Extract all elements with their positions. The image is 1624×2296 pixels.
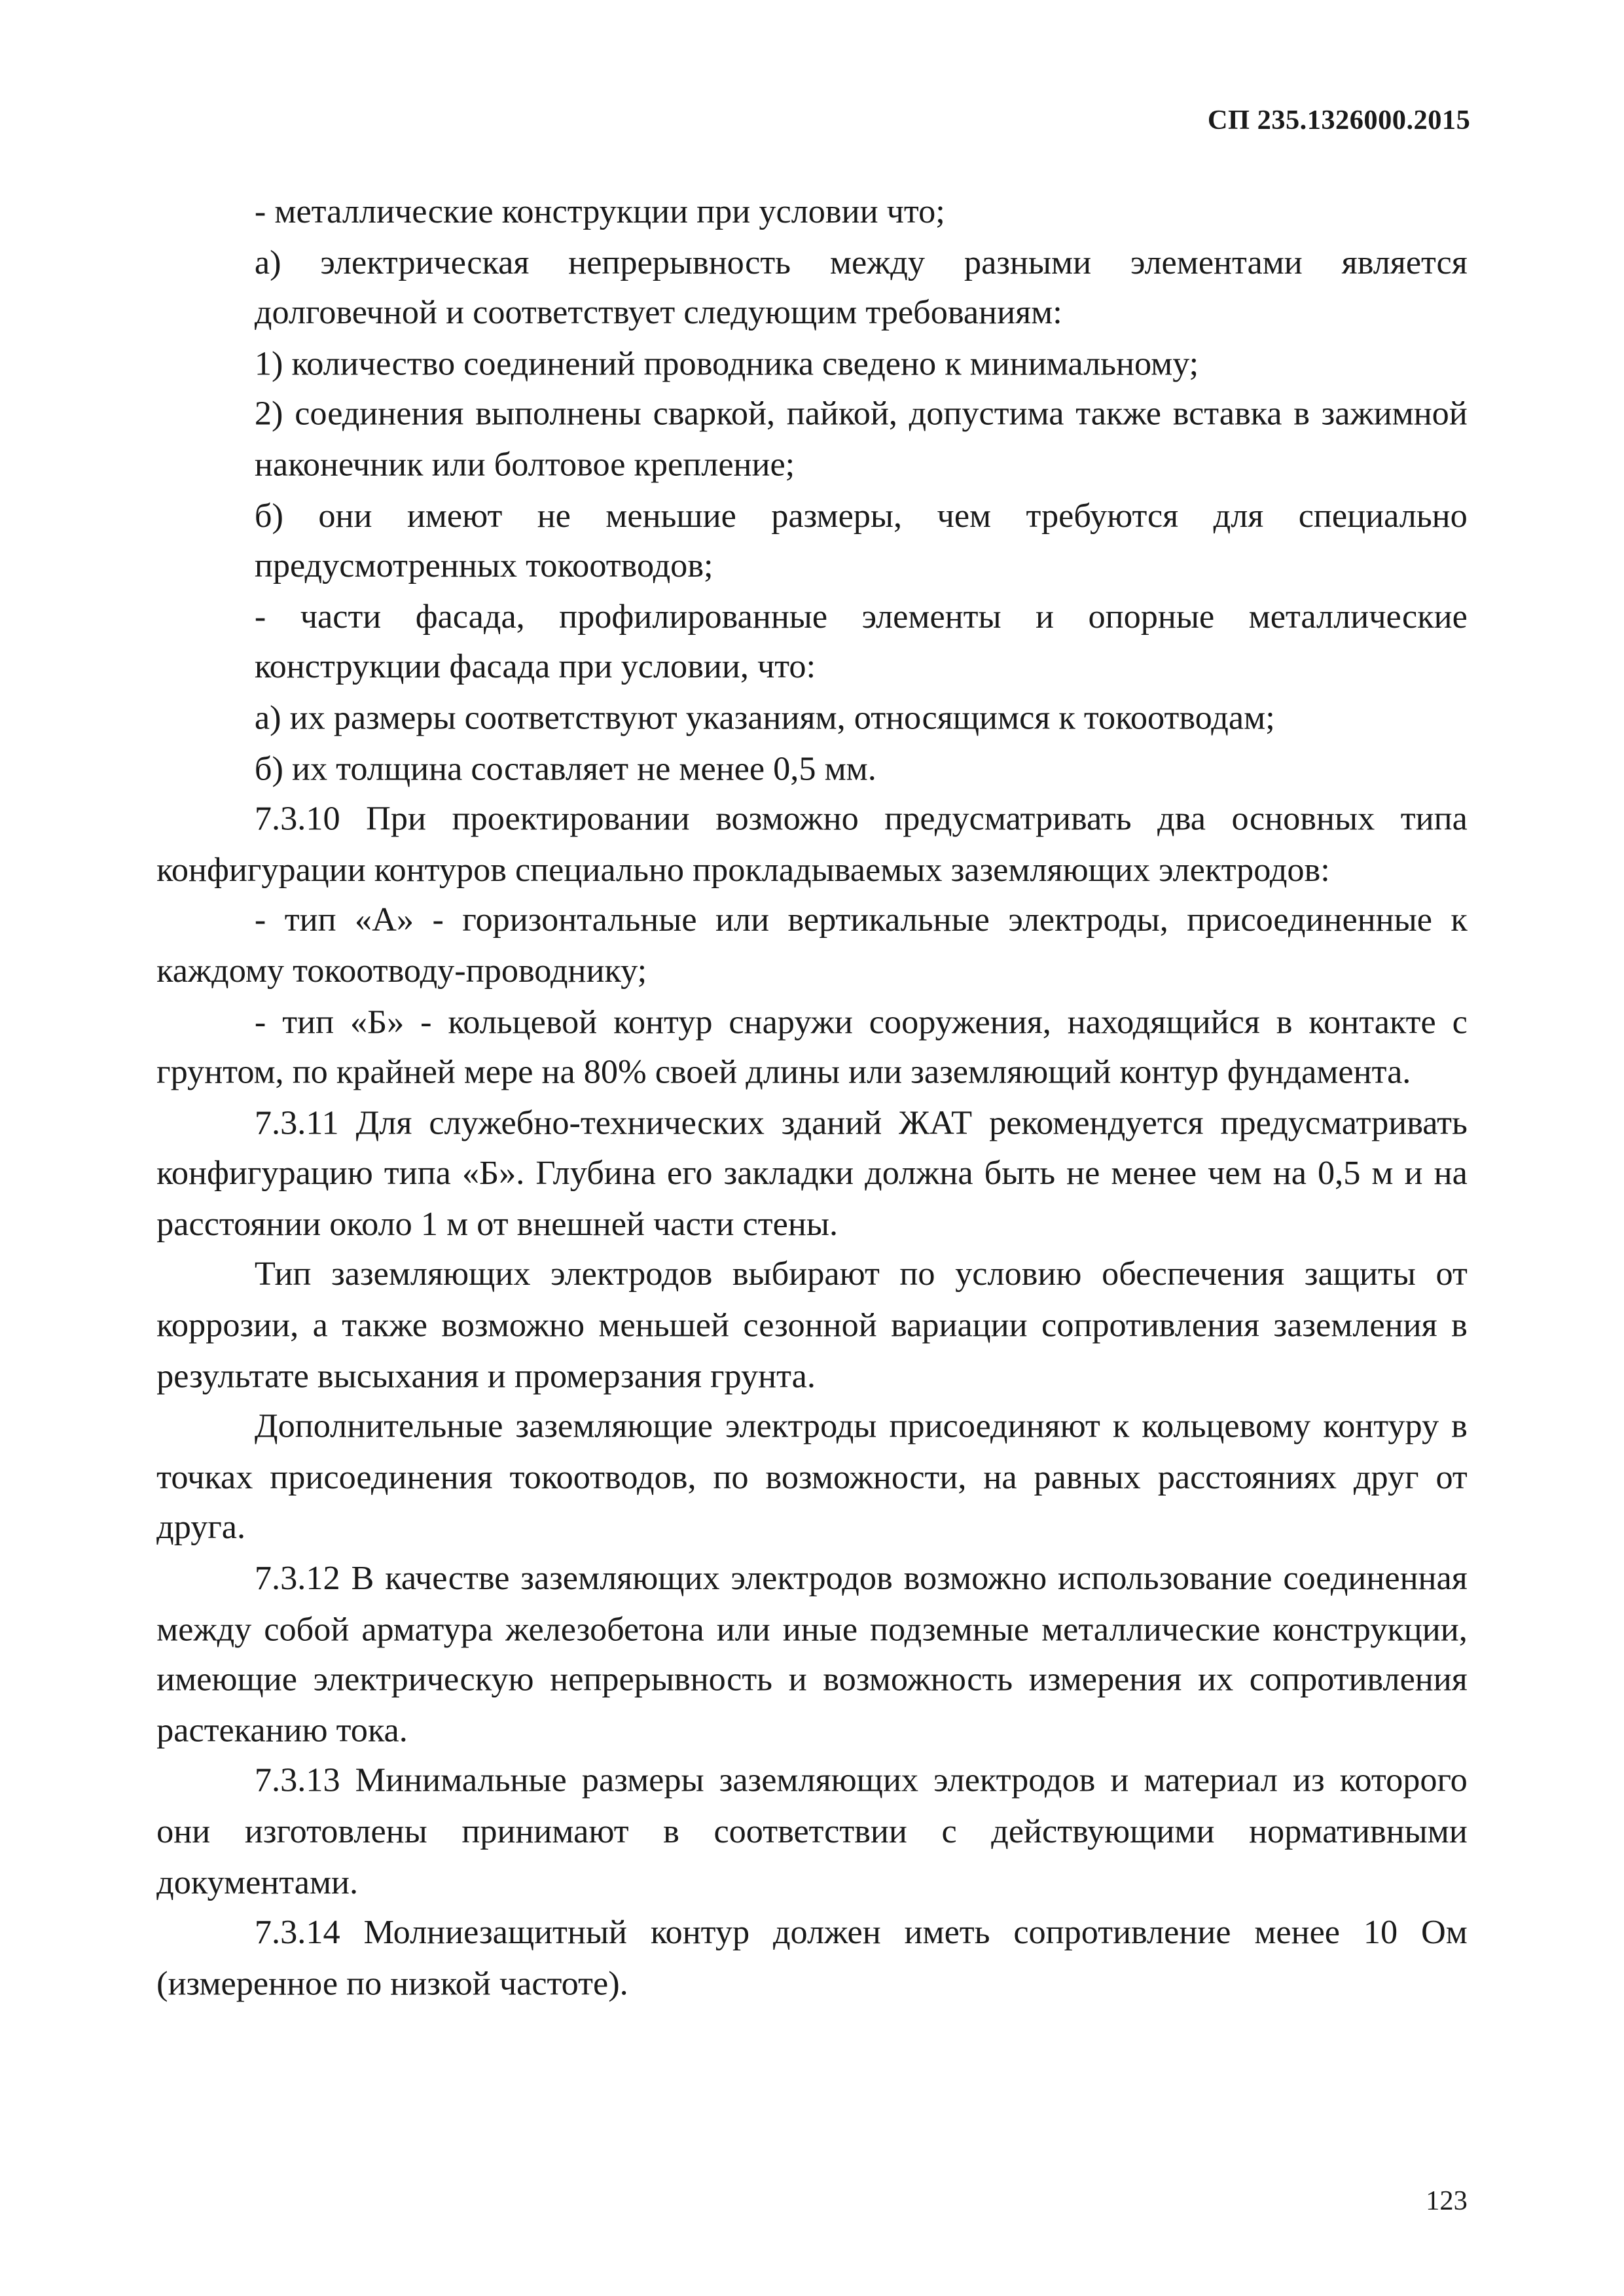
paragraph-7-3-14: 7.3.14 Молниезащитный контур должен иметь сопротивление менее 10 Ом (измеренное по низкой частоте). [156, 1914, 1468, 2003]
document-body [156, 187, 1468, 2009]
page-number: 123 [1426, 2186, 1468, 2217]
paragraph-list-item: - металлические конструкции при условии что; [254, 193, 945, 232]
paragraph-type-b: - тип «Б» - кольцевой контур снаружи сооружения, находящийся в контакте с грунтом, по крайней мере на 80% своей длины или заземляющий контур фундамента. [156, 1003, 1468, 1092]
paragraph-electrode-type: Тип заземляющих электродов выбирают по условию обеспечения защиты от коррозии, а также возможно меньшей сезонной вариации сопротивления заземления в результате высыхания и промерзания грунта. [156, 1256, 1468, 1396]
paragraph-list-item: 2) соединения выполнены сваркой, пайкой, допустима также вставка в зажимной наконечник или болтовое крепление; [254, 395, 1468, 484]
paragraph-7-3-10: 7.3.10 При проектировании возможно предусматривать два основных типа конфигурации контуров специально прокладываемых заземляющих электродов: [156, 800, 1468, 889]
paragraph-list-item: 1) количество соединений проводника сведено к минимальному; [254, 345, 1199, 384]
paragraph-list-item: а) электрическая непрерывность между разными элементами является долговечной и соответствует следующим требованиям: [254, 243, 1468, 332]
paragraph-7-3-13: 7.3.13 Минимальные размеры заземляющих электродов и материал из которого они изготовлены принимают в соответствии с действующими нормативными документами. [156, 1762, 1468, 1902]
paragraph-list-item: б) они имеют не меньшие размеры, чем требуются для специально предусмотренных токоотводов; [254, 497, 1468, 586]
paragraph-list-item: - части фасада, профилированные элементы и опорные металлические конструкции фасада при условии, что: [254, 598, 1468, 687]
paragraph-list-item: а) их размеры соответствуют указаниям, относящимся к токоотводам; [254, 699, 1275, 738]
paragraph-7-3-12: 7.3.12 В качестве заземляющих электродов возможно использование соединенная между собой арматура железобетона или иные подземные металлические конструкции, имеющие электрическую непрерывность и возможность измерения их сопротивления растеканию тока. [156, 1560, 1468, 1750]
paragraph-7-3-11: 7.3.11 Для служебно-технических зданий ЖАТ рекомендуется предусматривать конфигурацию типа «Б». Глубина его закладки должна быть не менее чем на 0,5 м и на расстоянии около 1 м от внешней части стены. [156, 1104, 1468, 1244]
document-code-header: СП 235.1326000.2015 [1207, 105, 1471, 136]
paragraph-list-item: б) их толщина составляет не менее 0,5 мм. [254, 749, 876, 789]
paragraph-type-a: - тип «А» - горизонтальные или вертикальные электроды, присоединенные к каждому токоотводу-проводнику; [156, 901, 1468, 991]
paragraph-additional-electrodes: Дополнительные заземляющие электроды присоединяют к кольцевому контуру в точках присоединения токоотводов, по возможности, на равных расстояниях друг от друга. [156, 1408, 1468, 1548]
